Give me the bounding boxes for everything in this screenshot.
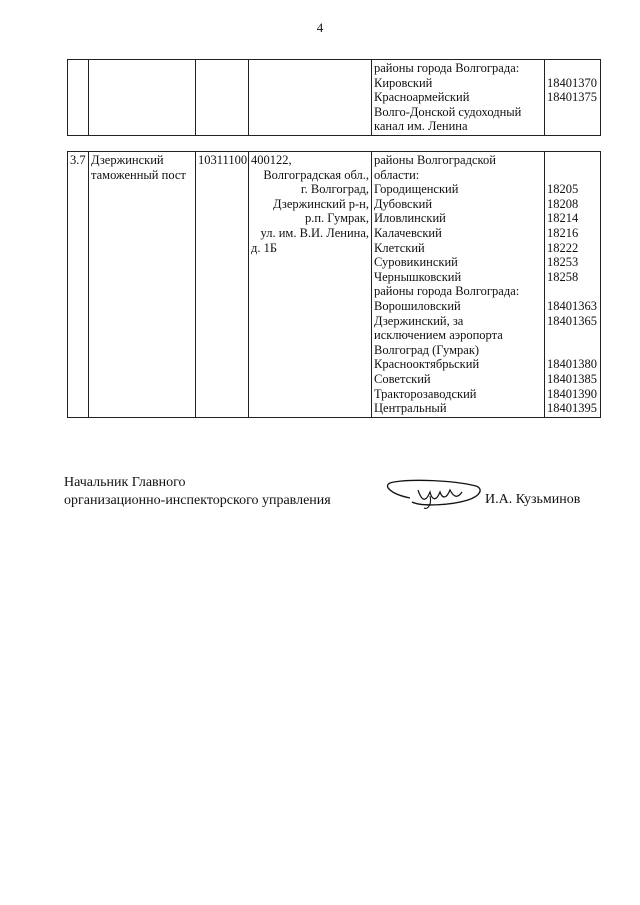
cell-district-codes <box>545 152 601 418</box>
district-code: 18258 <box>547 269 579 284</box>
district-code: 18222 <box>547 240 579 255</box>
table-continuation <box>67 59 601 136</box>
district-code: 18401385 <box>547 371 597 386</box>
district-code: 18401390 <box>547 386 597 401</box>
district-name: Дзержинский, за <box>374 313 464 328</box>
district-code <box>547 61 598 76</box>
district-code: 18401370 <box>547 75 597 90</box>
district-code: 18216 <box>547 225 579 240</box>
district-name: Дубовский <box>374 196 433 211</box>
district-code: 18401375 <box>547 90 597 105</box>
signatory-title-line1: Начальник Главного <box>64 475 186 490</box>
district-code: 18208 <box>547 196 579 211</box>
signature-block <box>64 474 331 510</box>
district-name: области: <box>374 167 420 182</box>
address-line: г. Волгоград, <box>300 182 369 197</box>
district-name: Ворошиловский <box>374 298 461 313</box>
district-name: районы города Волгограда: <box>374 284 520 299</box>
district-name: Волгоград (Гумрак) <box>374 342 480 357</box>
cell-districts <box>372 60 545 136</box>
cell-address <box>249 60 372 136</box>
district-name: районы Волгоградской <box>374 153 496 167</box>
district-code: 18401380 <box>547 357 597 372</box>
address-line: Волгоградская обл., <box>263 167 369 182</box>
district-name: Советский <box>374 371 431 386</box>
post-name-line: Дзержинский <box>91 153 164 167</box>
address-line: р.п. Гумрак, <box>304 211 369 226</box>
district-code <box>547 119 598 134</box>
district-code <box>547 105 598 120</box>
district-name: Красноармейский <box>374 90 470 105</box>
cell-num <box>68 60 89 136</box>
table-row <box>68 152 601 418</box>
address-line: д. 1Б <box>251 240 278 255</box>
address-line: ул. им. В.И. Ленина, <box>260 225 369 240</box>
table-customs-post <box>67 151 601 418</box>
district-name: Суровикинский <box>374 255 458 270</box>
post-name-line: таможенный пост <box>91 167 186 182</box>
address-line: Дзержинский р-н, <box>273 196 369 211</box>
district-name: Клетский <box>374 240 425 255</box>
signatory-name: И.А. Кузьминов <box>485 492 581 507</box>
district-code: 18401365 <box>547 313 597 328</box>
cell-code: 10311100 <box>196 152 249 418</box>
district-name: Чернышковский <box>374 269 462 284</box>
district-code: 18401395 <box>547 401 597 416</box>
table-row <box>68 60 601 136</box>
district-name: исключением аэропорта <box>374 328 503 343</box>
district-code <box>547 284 598 299</box>
district-code: 18401363 <box>547 298 597 313</box>
district-name: Калачевский <box>374 225 442 240</box>
district-name: Волго-Донской судоходный <box>374 104 522 119</box>
address-line: 400122, <box>251 153 292 167</box>
cell-district-codes <box>545 60 601 136</box>
cell-post-name <box>89 60 196 136</box>
cell-num: 3.7 <box>68 152 89 418</box>
district-code: 18253 <box>547 255 579 270</box>
district-name: Иловлинский <box>374 211 446 226</box>
district-code <box>547 153 598 168</box>
district-name: Краснооктябрьский <box>374 357 480 372</box>
district-name: районы города Волгограда: <box>374 61 520 75</box>
district-code <box>547 343 598 358</box>
cell-post-name <box>89 152 196 418</box>
district-code: 18205 <box>547 182 579 197</box>
cell-address <box>249 152 372 418</box>
district-code <box>547 328 598 343</box>
district-name: Городищенский <box>374 182 459 197</box>
handwritten-signature <box>372 474 492 514</box>
district-name: канал им. Ленина <box>374 119 468 134</box>
cell-code <box>196 60 249 136</box>
district-name: Тракторозаводский <box>374 386 477 401</box>
page-number: 4 <box>316 20 324 35</box>
district-code <box>547 168 598 183</box>
cell-districts <box>372 152 545 418</box>
district-code: 18214 <box>547 211 579 226</box>
district-name: Центральный <box>374 401 447 416</box>
signatory-title-line2: организационно-инспекторского управления <box>64 493 331 508</box>
district-name: Кировский <box>374 75 433 90</box>
